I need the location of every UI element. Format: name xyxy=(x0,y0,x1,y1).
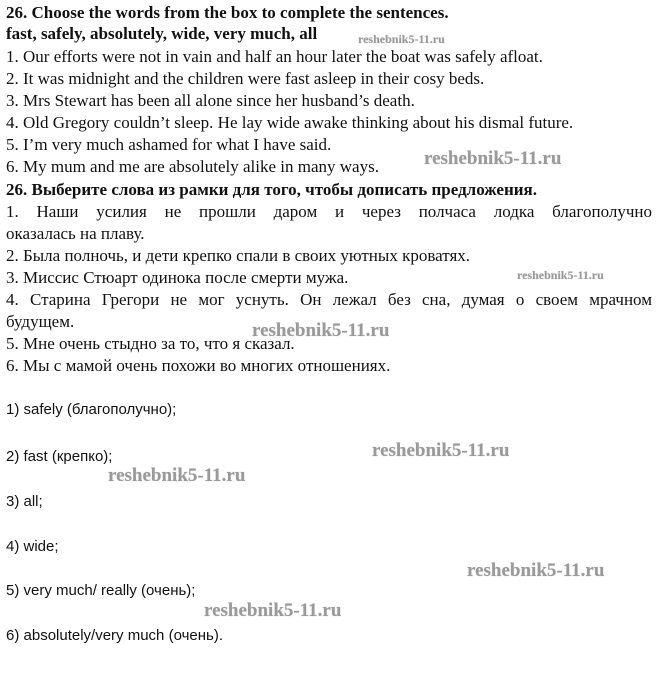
watermark: reshebnik5-11.ru xyxy=(517,268,604,282)
answer-5: 5) very much/ really (очень); xyxy=(6,582,196,599)
english-sentence-5: 5. I’m very much ashamed for what I have said. xyxy=(6,135,332,154)
watermark: reshebnik5-11.ru xyxy=(372,440,510,461)
box-words: fast, safely, absolutely, wide, very much, all xyxy=(6,24,318,43)
russian-sentence-2: 2. Была полночь, и дети крепко спали в своих уютных кроватях. xyxy=(6,246,471,265)
english-sentence-3: 3. Mrs Stewart has been all alone since her husband’s death. xyxy=(6,91,415,110)
russian-sentence-5: 5. Мне очень стыдно за то, что я сказал. xyxy=(6,334,295,353)
english-sentence-6: 6. My mum and me are absolutely alike in many ways. xyxy=(6,157,379,176)
watermark: reshebnik5-11.ru xyxy=(358,32,445,46)
russian-sentence-4-line-2: будущем. xyxy=(6,312,75,331)
russian-heading: 26. Выберите слова из рамки для того, чтобы дописать предложения. xyxy=(6,180,537,199)
english-sentence-4: 4. Old Gregory couldn’t sleep. He lay wide awake thinking about his dismal future. xyxy=(6,113,574,132)
watermark: reshebnik5-11.ru xyxy=(252,320,390,341)
russian-sentence-4-line-1: 4. Старина Грегори не мог уснуть. Он лежал без сна, думая о своем мрачном xyxy=(6,290,652,309)
english-sentence-1: 1. Our efforts were not in vain and half an hour later the boat was safely afloat. xyxy=(6,47,543,66)
russian-sentence-6: 6. Мы с мамой очень похожи во многих отношениях. xyxy=(6,356,391,375)
watermark: reshebnik5-11.ru xyxy=(467,560,605,581)
answer-3: 3) all; xyxy=(6,493,43,510)
english-heading: 26. Choose the words from the box to complete the sentences. xyxy=(6,3,449,22)
watermark: reshebnik5-11.ru xyxy=(424,148,562,169)
answer-4: 4) wide; xyxy=(6,538,59,555)
russian-sentence-1-line-1: 1. Наши усилия не прошли даром и через полчаса лодка благополучно xyxy=(6,202,652,221)
answer-2: 2) fast (крепко); xyxy=(6,448,113,465)
watermark: reshebnik5-11.ru xyxy=(204,600,342,621)
russian-sentence-1-line-2: оказалась на плаву. xyxy=(6,224,145,243)
english-sentence-2: 2. It was midnight and the children were fast asleep in their cosy beds. xyxy=(6,69,485,88)
watermark: reshebnik5-11.ru xyxy=(108,465,246,486)
answer-6: 6) absolutely/very much (очень). xyxy=(6,627,223,644)
russian-sentence-3: 3. Миссис Стюарт одинока после смерти мужа. xyxy=(6,268,349,287)
answer-1: 1) safely (благополучно); xyxy=(6,401,177,418)
